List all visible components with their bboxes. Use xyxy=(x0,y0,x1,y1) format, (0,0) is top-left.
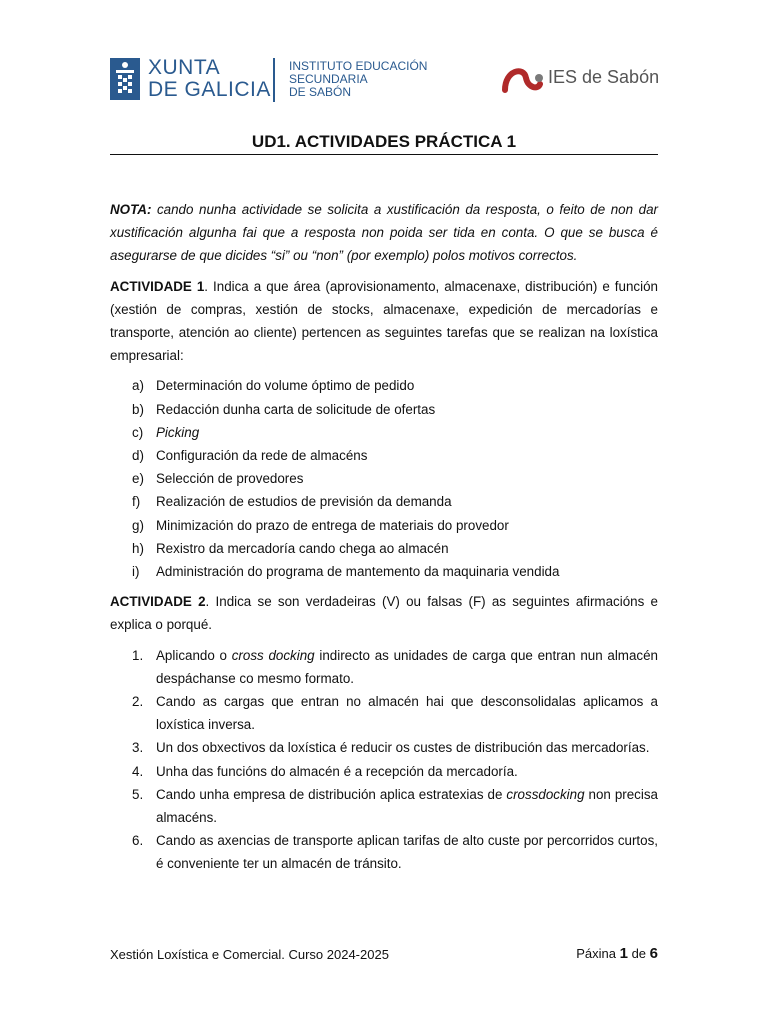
note-paragraph xyxy=(110,198,658,268)
list-item xyxy=(110,690,658,736)
list-item-text: Rexistro da mercadoría cando chega ao almacén xyxy=(156,540,449,556)
page-label: Páxina xyxy=(576,946,616,961)
list-marker: 1. xyxy=(132,647,144,663)
title-underline xyxy=(110,154,658,155)
note-label: NOTA: xyxy=(110,202,152,217)
list-marker: c) xyxy=(132,424,144,440)
activity-1-intro xyxy=(110,275,658,368)
list-item-text: Configuración da rede de almacéns xyxy=(156,448,368,464)
list-marker: 4. xyxy=(132,763,144,779)
xunta-logo-text xyxy=(148,57,271,101)
document-header xyxy=(0,0,768,120)
activity-1-label: ACTIVIDADE 1 xyxy=(110,278,205,294)
xunta-crest-icon xyxy=(110,58,140,100)
list-item-emphasis: crossdocking xyxy=(506,786,585,802)
list-item xyxy=(110,560,658,583)
list-item xyxy=(110,514,658,537)
xunta-line-2: DE GALICIA xyxy=(148,78,271,101)
list-marker: h) xyxy=(132,540,144,556)
list-item xyxy=(110,398,658,421)
list-item-text-end: indirecto as unidades de carga que entran nun almacén despáchanse co mesmo formato. xyxy=(156,647,659,686)
header-divider xyxy=(273,58,275,102)
page-of: de xyxy=(631,946,647,961)
list-marker: a) xyxy=(132,378,144,394)
list-marker: 6. xyxy=(132,833,144,849)
list-item xyxy=(110,829,658,875)
institute-line-3: DE SABÓN xyxy=(289,85,352,99)
list-item xyxy=(110,467,658,490)
list-marker: d) xyxy=(132,448,144,464)
activity-1-list xyxy=(110,374,658,583)
list-item xyxy=(110,444,658,467)
xunta-line-1: XUNTA xyxy=(148,56,221,79)
list-marker: b) xyxy=(132,401,144,417)
list-item xyxy=(110,736,658,759)
list-item-text: Unha das funcións do almacén é a recepción da mercadoría. xyxy=(156,763,518,779)
list-marker: 2. xyxy=(132,694,144,710)
page-current: 1 xyxy=(619,945,628,962)
list-marker: i) xyxy=(132,564,140,580)
activity-1-text: . Indica a que área (aprovisionamento, almacenaxe, distribución) e función (xestión de compras, xestión de stocks, almacenaxe, expedición de mercadorías e transporte, atención ao cliente) pertencen as seguintes tarefas que se realizan na loxística empresarial: xyxy=(110,278,658,364)
list-item-text: Administración do programa de mantemento da maquinaria vendida xyxy=(156,564,560,580)
page-title: UD1. ACTIVIDADES PRÁCTICA 1 xyxy=(251,132,517,151)
institute-line-1: INSTITUTO EDUCACIÓN xyxy=(289,59,428,73)
list-item xyxy=(110,644,658,690)
list-item-text: Un dos obxectivos da loxística é reducir os custes de distribución das mercadorías. xyxy=(156,740,650,756)
document-body xyxy=(110,198,658,883)
list-item-text: Cando as axencias de transporte aplican tarifas de alto custe por percorridos curtos, é conveniente ter un almacén de tránsito. xyxy=(156,833,658,872)
activity-2-label: ACTIVIDADE 2 xyxy=(110,594,206,610)
note-text: cando nunha actividade se solicita a xustificación da resposta, o feito de non dar xustificación algunha fai que a resposta non poida ser tida en conta. O que se busca é asegurarse de que dicides “si” ou “non” (por exemplo) polos motivos correctos. xyxy=(110,202,658,264)
institute-name xyxy=(289,60,427,99)
institute-line-2: SECUNDARIA xyxy=(289,72,368,86)
list-marker: 5. xyxy=(132,786,144,802)
list-marker: f) xyxy=(132,494,141,510)
ies-sabon-logo-icon xyxy=(502,64,546,94)
list-item xyxy=(110,374,658,397)
list-item xyxy=(110,421,658,444)
activity-2-list xyxy=(110,644,658,876)
list-item xyxy=(110,783,658,829)
list-item-text: Picking xyxy=(156,424,200,440)
list-item-text: Selección de provedores xyxy=(156,471,304,487)
list-item-text: Determinación do volume óptimo de pedido xyxy=(156,378,415,394)
activity-2-intro xyxy=(110,590,658,636)
list-marker: 3. xyxy=(132,740,144,756)
list-marker: e) xyxy=(132,471,144,487)
list-item-text: Minimización do prazo de entrega de materiais do provedor xyxy=(156,517,509,533)
list-item-emphasis: cross docking xyxy=(231,647,315,663)
list-item-text: Cando as cargas que entran no almacén hai que desconsolidalas aplicamos a loxística inversa. xyxy=(156,694,658,733)
footer-page-number xyxy=(576,945,658,962)
page-total: 6 xyxy=(649,945,658,962)
list-item-text: Redacción dunha carta de solicitude de ofertas xyxy=(156,401,436,417)
list-item-text-end: non precisa almacéns. xyxy=(156,786,658,826)
list-item xyxy=(110,490,658,513)
footer-course: Xestión Loxística e Comercial. Curso 2024-2025 xyxy=(110,947,389,962)
list-item xyxy=(110,537,658,560)
ies-name: IES de Sabón xyxy=(548,67,660,87)
list-item-text: Realización de estudios de previsión da demanda xyxy=(156,494,452,510)
list-item xyxy=(110,760,658,783)
list-marker: g) xyxy=(132,517,144,533)
activity-2-text: . Indica se son verdadeiras (V) ou falsas (F) as seguintes afirmacións e explica o porqué. xyxy=(110,594,658,633)
list-item-text: Aplicando o xyxy=(156,647,232,663)
list-item-text: Cando unha empresa de distribución aplica estratexias de xyxy=(156,786,507,802)
